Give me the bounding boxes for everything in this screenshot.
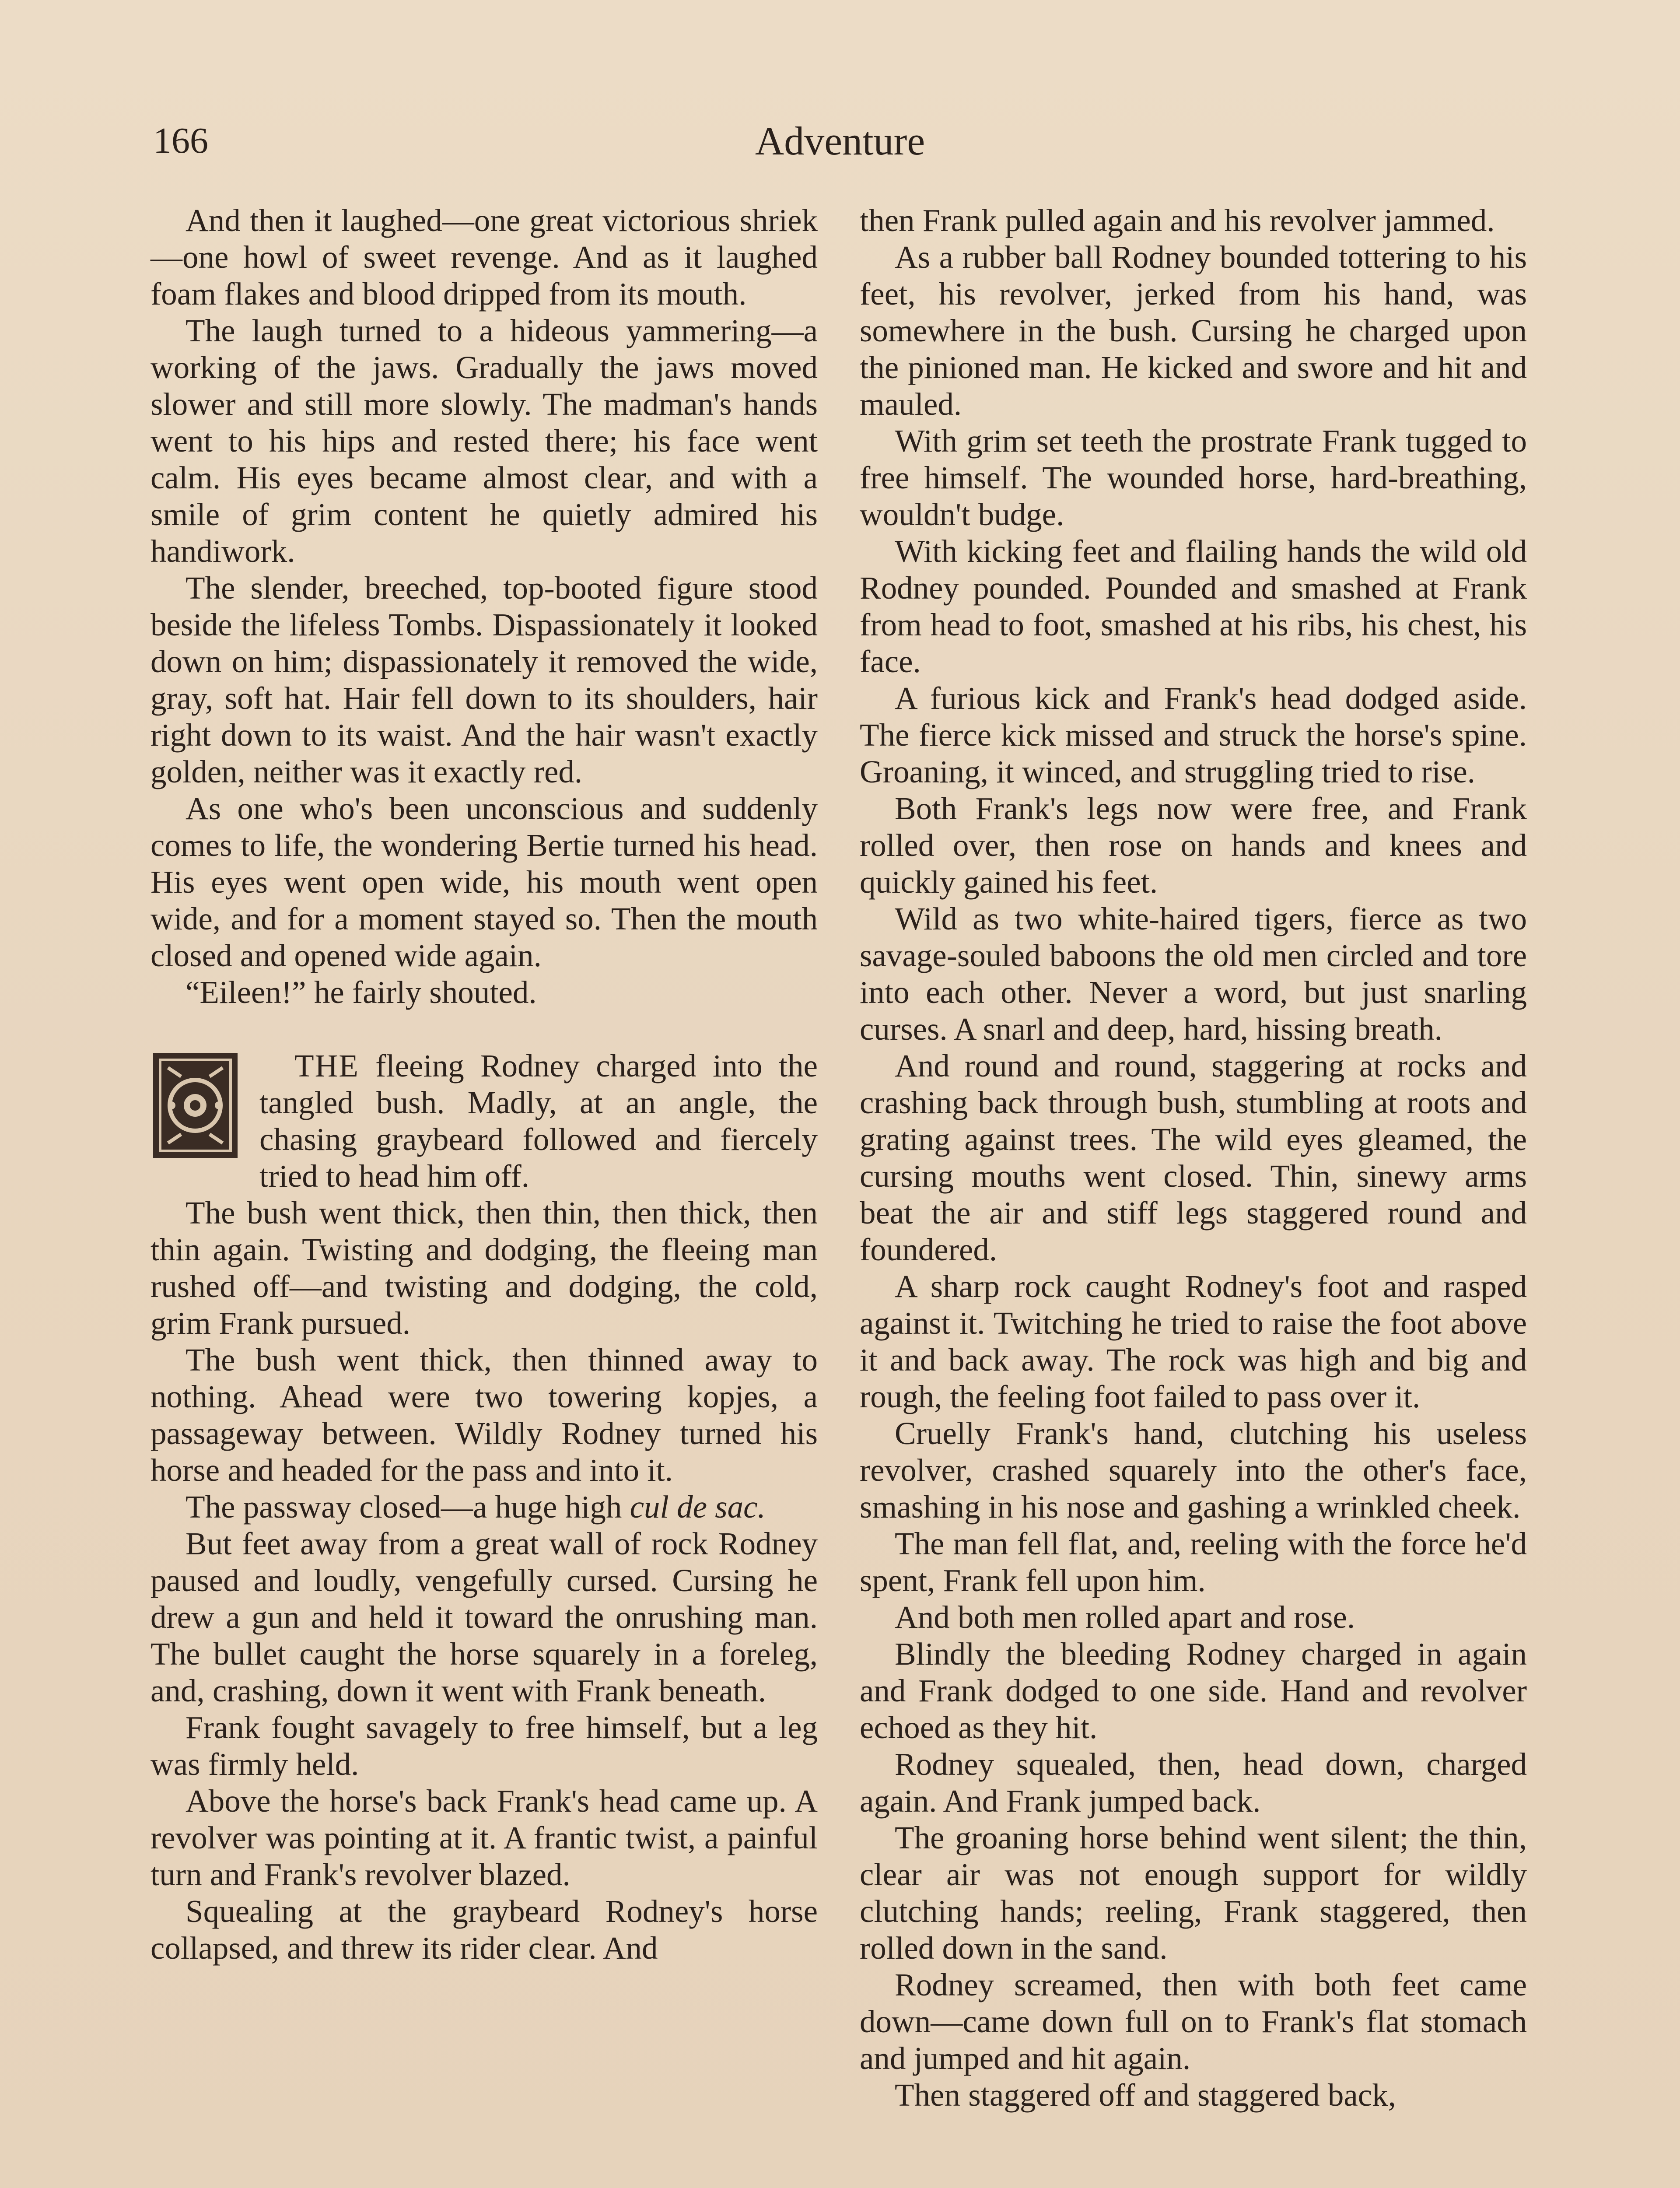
paragraph: [150, 1489, 818, 1525]
paragraph: Above the horse's back Frank's head came up. A revolver was pointing at it. A frantic twist, a painful turn and Frank's revolver blazed.: [150, 1783, 818, 1892]
paragraph: And then it laughed—one great victorious shriek—one howl of sweet revenge. And as it laughed foam flakes and blood dripped from its mouth.: [150, 203, 818, 312]
paragraph: The slender, breeched, top-booted figure stood beside the lifeless Tombs. Dispassionately it looked down on him; dispassionately it removed the wide, gray, soft hat. Hair fell down to its shoulders, hair right down to its waist. And the hair wasn't exactly golden, neither was it exactly red.: [150, 570, 818, 789]
paragraph: A furious kick and Frank's head dodged aside. The fierce kick missed and struck the horse's spine. Groaning, it winced, and struggling tried to rise.: [860, 680, 1527, 789]
paragraph: A sharp rock caught Rodney's foot and rasped against it. Twitching he tried to raise the foot above it and back away. The rock was high and big and rough, the feeling foot failed to pass over it.: [860, 1269, 1527, 1414]
paragraph: Then staggered off and staggered back,: [895, 2077, 1396, 2113]
paragraph: Wild as two white-haired tigers, fierce as two savage-souled baboons the old men circled and tore into each other. Never a word, but just snarling curses. A snarl and deep, hard, hissing breath.: [860, 901, 1527, 1047]
paragraph: Rodney screamed, then with both feet came down—came down full on to Frank's flat stomach and jumped and hit again.: [860, 1967, 1527, 2076]
section-break: [150, 1011, 818, 1048]
paragraph: The bush went thick, then thinned away to nothing. Ahead were two towering kopjes, a passageway between. Wildly Rodney turned his horse and headed for the pass and into it.: [150, 1342, 818, 1488]
paragraph: Frank fought savagely to free himself, but a leg was firmly held.: [150, 1710, 818, 1782]
paragraph: Squealing at the graybeard Rodney's horse collapsed, and threw its rider clear. And: [150, 1893, 818, 1966]
paragraph: With kicking feet and flailing hands the wild old Rodney pounded. Pounded and smashed at Frank from head to foot, smashed at his ribs, his chest, his face.: [860, 533, 1527, 679]
section-lead-word: THE: [294, 1048, 359, 1083]
section-opening-paragraph: [150, 1048, 818, 1195]
paragraph: And both men rolled apart and rose.: [895, 1599, 1355, 1635]
paragraph: Blindly the bleeding Rodney charged in again and Frank dodged to one side. Hand and revolver echoed as they hit.: [860, 1636, 1527, 1745]
continued-paragraph: then Frank pulled again and his revolver jammed.: [860, 203, 1495, 238]
page-header: [153, 115, 1527, 167]
ornament-icon: [150, 1050, 240, 1161]
paragraph-text: The passway closed—a huge high: [186, 1489, 622, 1525]
paragraph: The man fell flat, and, reeling with the force he'd spent, Frank fell upon him.: [860, 1526, 1527, 1598]
paragraph: Both Frank's legs now were free, and Frank rolled over, then rose on hands and knees and quickly gained his feet.: [860, 791, 1527, 900]
page-number: 166: [153, 120, 208, 161]
running-title: Adventure: [755, 119, 925, 163]
paragraph: With grim set teeth the prostrate Frank tugged to free himself. The wounded horse, hard-breathing, wouldn't budge.: [860, 423, 1527, 532]
paragraph: And round and round, staggering at rocks and crashing back through bush, stumbling at roots and grating against trees. The wild eyes gleamed, the cursing mouths went closed. Thin, sinewy arms beat the air and stiff legs staggered round and foundered.: [860, 1048, 1527, 1267]
paragraph: But feet away from a great wall of rock Rodney paused and loudly, vengefully cursed. Cursing he drew a gun and held it toward the onrushing man. The bullet caught the horse squarely in a foreleg, and, crashing, down it went with Frank beneath.: [150, 1526, 818, 1708]
right-column: [860, 202, 1527, 2114]
paragraph: The bush went thick, then thin, then thick, then thin again. Twisting and dodging, the fleeing man rushed off—and twisting and dodging, the cold, grim Frank pursued.: [150, 1195, 818, 1341]
paragraph: “Eileen!” he fairly shouted.: [186, 975, 537, 1010]
section-opening-text: fleeing Rodney charged into the tangled bush. Madly, at an angle, the chasing graybeard followed and fiercely tried to head him off.: [259, 1048, 818, 1194]
paragraph: The laugh turned to a hideous yammering—a working of the jaws. Gradually the jaws moved slower and still more slowly. The madman's hands went to his hips and rested there; his face went calm. His eyes became almost clear, and with a smile of grim content he quietly admired his handiwork.: [150, 313, 818, 569]
italic-phrase: cul de sac.: [630, 1489, 766, 1525]
paragraph: Rodney squealed, then, head down, charged again. And Frank jumped back.: [860, 1746, 1527, 1819]
paragraph: As a rubber ball Rodney bounded tottering to his feet, his revolver, jerked from his hand, was somewhere in the bush. Cursing he charged upon the pinioned man. He kicked and swore and hit and mauled.: [860, 239, 1527, 422]
paragraph: As one who's been unconscious and suddenly comes to life, the wondering Bertie turned his head. His eyes went open wide, his mouth went open wide, and for a moment stayed so. Then the mouth closed and opened wide again.: [150, 791, 818, 973]
paragraph: Cruelly Frank's hand, clutching his useless revolver, crashed squarely into the other's face, smashing in his nose and gashing a wrinkled cheek.: [860, 1416, 1527, 1525]
left-column: [150, 202, 818, 1967]
paragraph: The groaning horse behind went silent; the thin, clear air was not enough support for wildly clutching hands; reeling, Frank staggered, then rolled down in the sand.: [860, 1820, 1527, 1966]
